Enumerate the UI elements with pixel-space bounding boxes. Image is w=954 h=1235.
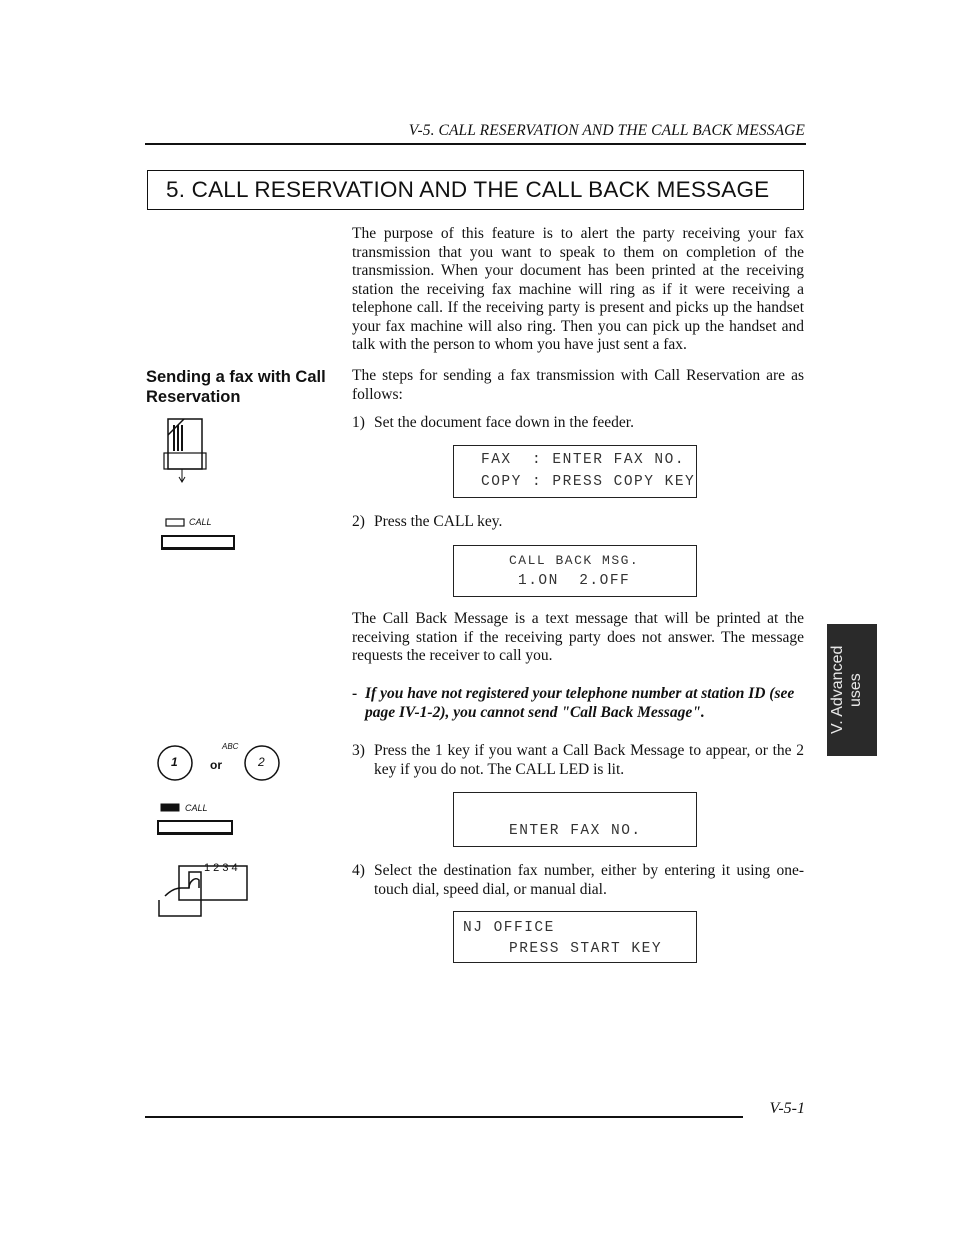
section-title: 5. CALL RESERVATION AND THE CALL BACK MESSAGE	[166, 177, 770, 202]
call-key-lit-icon	[156, 819, 236, 837]
key-2-label: 2	[258, 755, 265, 769]
or-label: or	[210, 758, 222, 772]
call-led-off-icon	[165, 518, 187, 528]
step-2: 2) Press the CALL key.	[352, 513, 503, 530]
steps-intro: The steps for sending a fax transmission with Call Reservation are as follows:	[352, 367, 804, 403]
call-label-2: CALL	[185, 803, 208, 813]
call-led-on-icon	[160, 803, 182, 813]
lcd-display-3: ENTER FAX NO.	[453, 792, 697, 847]
lcd-display-4: NJ OFFICE PRESS START KEY	[453, 911, 697, 963]
document-feeder-icon	[160, 415, 210, 485]
abc-label: ABC	[222, 742, 239, 751]
page-number: V-5-1	[769, 1100, 805, 1117]
step-3: 3) Press the 1 key if you want a Call Back Message to appear, or the 2 key if you do not. The CALL LED is lit.	[352, 742, 804, 778]
chapter-side-tab	[827, 624, 877, 756]
call-label-1: CALL	[189, 517, 212, 527]
step-4: 4) Select the destination fax number, either by entering it using one-touch dial, speed dial, or manual dial.	[352, 862, 804, 898]
call-key-icon	[160, 534, 238, 552]
footer-rule	[145, 1116, 743, 1118]
call-back-description: The Call Back Message is a text message that will be printed at the receiving station if the receiving party does not answer. The message requests the receiver to call you.	[352, 610, 804, 664]
intro-paragraph: The purpose of this feature is to alert the party receiving your fax transmission that you want to speak to them on completion of the transmission. When your document has been printed at the receiving station the receiving fax machine will ring as if it were receiving a telephone call. If the receiving party is present and picks up the handset your fax machine will also ring. Then you can pick up the handset and talk with the person to whom you have just sent a fax.	[352, 225, 804, 353]
lcd-display-1: FAX : ENTER FAX NO. COPY : PRESS COPY KEY	[453, 445, 697, 498]
station-id-note: - If you have not registered your telephone number at station ID (see page IV-1-2), you cannot send "Call Back Message".	[352, 685, 795, 721]
header-rule	[145, 143, 806, 145]
lcd-display-2: CALL BACK MSG. 1.ON 2.OFF	[453, 545, 697, 597]
dial-digits: 1 2 3 4	[204, 862, 238, 874]
step-1: 1) Set the document face down in the feeder.	[352, 414, 634, 431]
running-head: V-5. CALL RESERVATION AND THE CALL BACK MESSAGE	[408, 122, 805, 139]
section-title-box	[147, 170, 804, 210]
side-tab-label: V. Advanced uses	[829, 645, 864, 735]
side-heading: Sending a fax with Call Reservation	[146, 368, 326, 406]
key-1-label: 1	[171, 755, 178, 769]
